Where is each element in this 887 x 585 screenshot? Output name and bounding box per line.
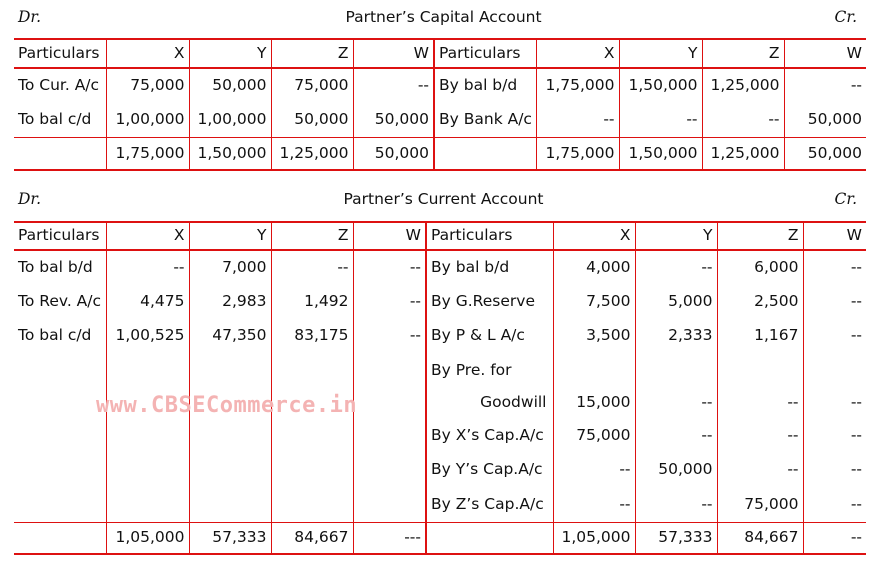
capital-title-row [0,6,887,32]
amount-cell: 84,667 [717,522,803,554]
amount-cell: 57,333 [635,522,717,554]
amount-cell: -- [635,487,717,522]
amount-cell: 7,000 [189,250,271,285]
particulars-cell: To bal c/d [14,103,106,137]
column-header: W [353,39,434,68]
table-header-row [14,222,866,250]
particulars-cell [14,522,106,554]
amount-cell: 1,75,000 [536,137,619,170]
column-header: W [353,222,426,250]
table-row [14,318,866,353]
amount-cell: -- [635,250,717,285]
current-cr-label: Cr. [834,190,857,208]
column-header: Particulars [14,39,106,68]
column-header: Z [271,39,353,68]
amount-cell: -- [850,258,862,277]
column-header: Z [271,222,353,250]
column-header: Z [702,39,784,68]
particulars-cell: To Cur. A/c [14,68,106,103]
amount-cell: 2,333 [635,318,717,353]
column-header: Y [189,39,271,68]
column-header: Particulars [434,39,536,68]
amount-cell: 1,25,000 [702,137,784,170]
amount-cell: -- [353,250,426,285]
amount-cell: -- [635,418,717,453]
amount-cell: -- [635,388,717,418]
watermark: www.CBSECommerce.in [96,393,358,418]
particulars-cell: To bal b/d [14,250,106,285]
amount-cell: 75,000 [106,68,189,103]
capital-dr-label: Dr. [18,8,42,26]
column-header: X [553,222,635,250]
column-header: Y [635,222,717,250]
particulars-cell: Goodwill [426,388,553,418]
column-header: Particulars [14,222,106,250]
particulars-cell [14,137,106,170]
amount-cell: 75,000 [553,418,635,453]
amount-cell [189,487,271,522]
column-header: Particulars [426,222,553,250]
column-header: W [784,39,866,68]
amount-cell [189,418,271,453]
amount-cell: 1,25,000 [271,137,353,170]
particulars-cell: By Bank A/c [434,103,536,137]
amount-cell: 1,50,000 [619,137,702,170]
column-header: X [536,39,619,68]
amount-cell: 1,75,000 [536,68,619,103]
amount-cell: 1,00,525 [106,318,189,353]
table-row [14,453,866,487]
table-header-row [14,39,866,68]
amount-cell: -- [619,103,702,137]
amount-cell [553,353,635,388]
amount-cell: 75,000 [717,487,803,522]
column-header: X [106,222,189,250]
amount-cell: 47,350 [189,318,271,353]
amount-cell: -- [106,250,189,285]
amount-cell: -- [803,522,866,554]
particulars-cell: By Z’s Cap.A/c [426,487,553,522]
amount-cell: 6,000 [717,250,803,285]
amount-cell: 1,50,000 [619,68,702,103]
amount-cell: -- [850,291,862,310]
amount-cell: -- [850,494,862,513]
particulars-cell: By Y’s Cap.A/c [426,453,553,487]
table-row [14,418,866,453]
amount-cell: 1,05,000 [553,522,635,554]
amount-cell: -- [850,393,862,412]
amount-cell: -- [850,425,862,444]
amount-cell [106,353,189,388]
particulars-cell: By bal b/d [426,250,553,285]
amount-cell: -- [353,285,426,318]
amount-cell: -- [717,388,803,418]
amount-cell: 1,75,000 [106,137,189,170]
amount-cell: 1,00,000 [106,103,189,137]
amount-cell: -- [850,325,862,344]
particulars-cell: By X’s Cap.A/c [426,418,553,453]
amount-cell: 1,05,000 [106,522,189,554]
particulars-cell [14,453,106,487]
amount-cell: --- [353,522,426,554]
amount-cell [353,388,426,418]
amount-cell: -- [353,68,434,103]
amount-cell [717,353,803,388]
amount-cell: 50,000 [271,103,353,137]
amount-cell: -- [553,453,635,487]
particulars-cell: To Rev. A/c [14,285,106,318]
amount-cell [353,353,426,388]
amount-cell [353,453,426,487]
particulars-cell: By P & L A/c [426,318,553,353]
amount-cell: -- [536,103,619,137]
amount-cell [271,453,353,487]
amount-cell [803,353,866,388]
amount-cell: -- [717,453,803,487]
amount-cell [353,487,426,522]
amount-cell: 50,000 [807,110,862,128]
amount-cell: 57,333 [189,522,271,554]
amount-cell [189,353,271,388]
particulars-cell [14,388,106,418]
amount-cell: 1,50,000 [189,137,271,170]
table-row [14,68,866,103]
column-header: W [803,222,866,250]
amount-cell: -- [702,103,784,137]
amount-cell: -- [553,487,635,522]
particulars-cell: To bal c/d [14,318,106,353]
column-header: Z [717,222,803,250]
amount-cell: 1,00,000 [189,103,271,137]
amount-cell: 1,167 [717,318,803,353]
amount-cell: 4,475 [106,285,189,318]
particulars-cell: By G.Reserve [426,285,553,318]
table-row [14,250,866,285]
amount-cell [271,487,353,522]
amount-cell: 50,000 [353,137,434,170]
particulars-cell [14,418,106,453]
amount-cell: -- [271,250,353,285]
amount-cell: 15,000 [553,388,635,418]
amount-cell: 7,500 [553,285,635,318]
amount-cell: 75,000 [271,68,353,103]
particulars-cell [426,522,553,554]
amount-cell: -- [850,76,862,95]
amount-cell [635,353,717,388]
table-row [14,103,866,137]
table-row [14,487,866,522]
column-header: Y [619,39,702,68]
amount-cell [271,353,353,388]
current-title-row [0,188,887,214]
amount-cell: 84,667 [271,522,353,554]
amount-cell [106,487,189,522]
capital-cr-label: Cr. [834,8,857,26]
amount-cell [106,418,189,453]
amount-cell: 3,500 [553,318,635,353]
total-row [14,137,866,170]
amount-cell: 50,000 [635,453,717,487]
column-header: Y [189,222,271,250]
amount-cell [353,418,426,453]
amount-cell: 50,000 [189,68,271,103]
amount-cell: 2,983 [189,285,271,318]
amount-cell: 2,500 [717,285,803,318]
column-header: X [106,39,189,68]
table-row [14,353,866,388]
table-row [14,285,866,318]
capital-account-table [14,38,866,171]
amount-cell: 5,000 [635,285,717,318]
amount-cell [189,453,271,487]
amount-cell: 83,175 [271,318,353,353]
particulars-cell [14,353,106,388]
current-account-table [14,221,866,555]
capital-account-title: Partner’s Capital Account [345,8,542,26]
amount-cell: -- [717,418,803,453]
amount-cell [271,418,353,453]
particulars-cell [434,137,536,170]
amount-cell: 1,25,000 [702,68,784,103]
amount-cell: -- [850,460,862,479]
amount-cell: 1,492 [271,285,353,318]
amount-cell: 50,000 [784,137,866,170]
current-account-title: Partner’s Current Account [343,190,544,208]
amount-cell: -- [353,318,426,353]
amount-cell: 4,000 [553,250,635,285]
amount-cell: 50,000 [353,103,434,137]
particulars-cell [14,487,106,522]
current-dr-label: Dr. [18,190,42,208]
amount-cell [106,453,189,487]
total-row [14,522,866,554]
particulars-cell: By Pre. for [426,353,553,388]
particulars-cell: By bal b/d [434,68,536,103]
